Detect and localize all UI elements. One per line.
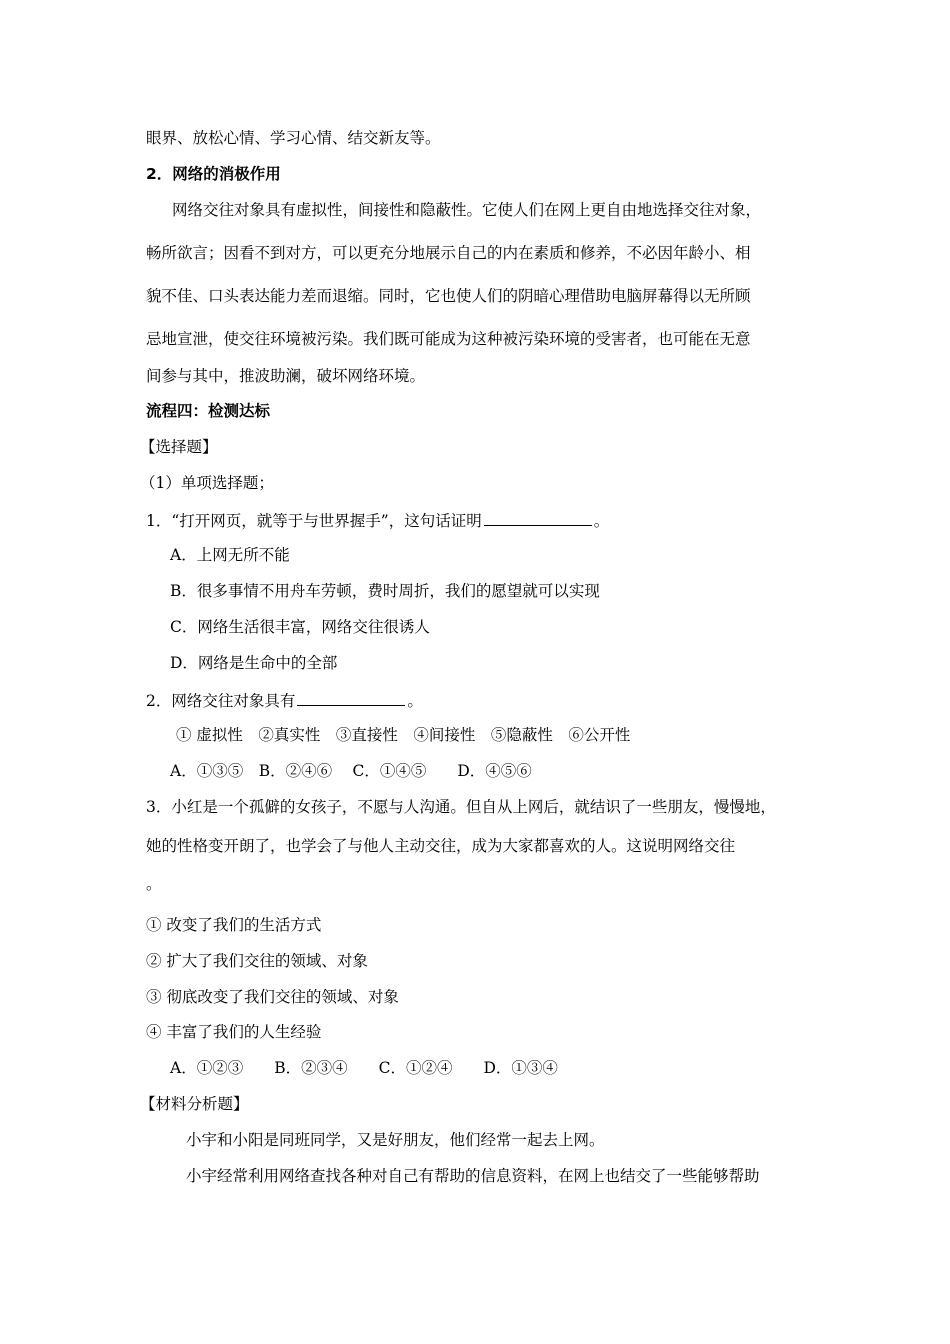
question-3-item: ③ 彻底改变了我们交往的领域、对象: [146, 988, 399, 1006]
answer-blank[interactable]: [484, 509, 592, 526]
text-line: 眼界、放松心情、学习心情、结交新友等。: [146, 129, 441, 147]
paragraph-line: 网络交往对象具有虚拟性，间接性和隐蔽性。它使人们在网上更自由地选择交往对象，: [172, 201, 762, 219]
paragraph-line: 貌不佳、口头表达能力差而退缩。同时，它也使人们的阴暗心理借助电脑屏幕得以无所顾: [146, 287, 751, 305]
material-header: 【材料分析题】: [140, 1095, 249, 1113]
answer-blank[interactable]: [297, 689, 405, 706]
paragraph-line: 畅所欲言；因看不到对方，可以更充分地展示自己的内在素质和修养，不必因年龄小、相: [146, 244, 751, 262]
option-d: D．网络是生命中的全部: [170, 654, 338, 672]
option-b: B．很多事情不用舟车劳顿，费时周折，我们的愿望就可以实现: [170, 582, 600, 600]
question-1: [146, 509, 609, 531]
material-line: 小宇和小阳是同班同学，又是好朋友，他们经常一起去上网。: [186, 1131, 605, 1149]
single-choice-label: （1）单项选择题；: [140, 474, 274, 492]
question-2-text: 2．网络交往对象具有: [146, 692, 296, 710]
question-3-item: ① 改变了我们的生活方式: [146, 916, 322, 934]
paragraph-line: 间参与其中，推波助澜，破坏网络环境。: [146, 367, 426, 385]
question-3-item: ④ 丰富了我们的人生经验: [146, 1023, 322, 1041]
flow-heading: 流程四：检测达标: [146, 402, 271, 420]
option-a: A．上网无所不能: [170, 546, 290, 564]
question-2-options: A．①③⑤ B．②④⑥ C．①④⑤ D．④⑤⑥: [170, 762, 532, 780]
question-1-end: 。: [593, 512, 610, 530]
material-line: 小宇经常利用网络查找各种对自己有帮助的信息资料，在网上也结交了一些能够帮助: [186, 1167, 760, 1185]
question-3-line: 3．小红是一个孤僻的女孩子，不愿与人沟通。但自从上网后，就结识了一些朋友，慢慢地，: [146, 798, 776, 816]
paragraph-line: 忌地宣泄，使交往环境被污染。我们既可能成为这种被污染环境的受害者，也可能在无意: [146, 330, 751, 348]
question-1-text: 1．“打开网页，就等于与世界握手”，这句话证明: [146, 512, 482, 530]
question-2-end: 。: [407, 692, 423, 710]
question-3-end: 。: [146, 875, 162, 893]
question-3-line: 她的性格变开朗了，也学会了与他人主动交往，成为大家都喜欢的人。这说明网络交往: [146, 837, 736, 855]
question-2-items: ① 虚拟性 ②真实性 ③直接性 ④间接性 ⑤隐蔽性 ⑥公开性: [176, 726, 631, 744]
question-2: [146, 689, 423, 711]
question-3-options: A．①②③ B．②③④ C．①②④ D．①③④: [170, 1059, 558, 1077]
question-3-item: ② 扩大了我们交往的领域、对象: [146, 952, 368, 970]
choice-header: 【选择题】: [140, 438, 218, 456]
section-heading: 2．网络的消极作用: [146, 165, 281, 183]
option-c: C．网络生活很丰富，网络交往很诱人: [170, 618, 430, 636]
